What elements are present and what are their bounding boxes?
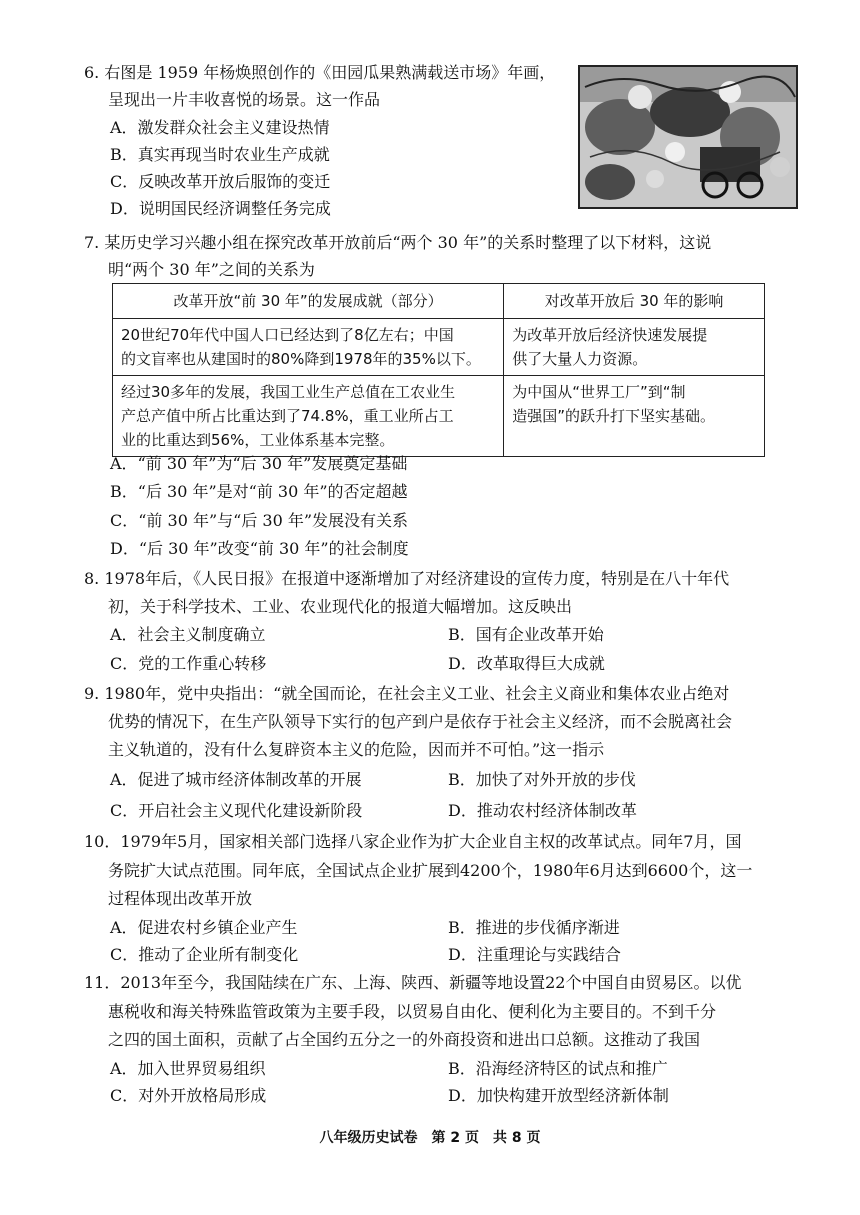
table-cell-line: 经过30多年的发展，我国工业生产总值在工农业生 (121, 383, 456, 401)
q10-option-a: A．促进农村乡镇企业产生 (110, 918, 298, 937)
q8-option-d: D．改革取得巨大成就 (448, 654, 605, 673)
q7-stem-line1: 7. 某历史学习兴趣小组在探究改革开放前后“两个 30 年”的关系时整理了以下材料，这说 (84, 233, 712, 252)
q8-option-c: C．党的工作重心转移 (110, 654, 267, 673)
harvest-painting-image (578, 65, 798, 209)
table-header-cell: 对改革开放后 30 年的影响 (504, 284, 765, 319)
q11-stem-line3: 之四的国土面积，贡献了占全国约五分之一的外商投资和进出口总额。这推动了我国 (108, 1030, 701, 1049)
q7-option-d: D．“后 30 年”改变“前 30 年”的社会制度 (110, 539, 409, 558)
table-cell-line: 20世纪70年代中国人口已经达到了8亿左右；中国 (121, 326, 454, 344)
q11-option-a: A．加入世界贸易组织 (110, 1059, 266, 1078)
q8-option-b: B．国有企业改革开始 (448, 625, 604, 644)
q6-option-d: D．说明国民经济调整任务完成 (110, 199, 331, 218)
q7-stem-line2: 明“两个 30 年”之间的关系为 (108, 260, 315, 279)
q11-stem-line2: 惠税收和海关特殊监管政策为主要手段，以贸易自由化、便利化为主要目的。不到千分 (108, 1002, 717, 1021)
q6-stem-line1: 6. 右图是 1959 年杨焕照创作的《田园瓜果熟满载送市场》年画， (84, 63, 556, 82)
q9-option-b: B．加快了对外开放的步伐 (448, 770, 636, 789)
table-row (113, 376, 765, 457)
q10-option-d: D．注重理论与实践结合 (448, 945, 621, 964)
table-cell-line: 造强国”的跃升打下坚实基础。 (512, 407, 715, 425)
q10-stem-line3: 过程体现出改革开放 (108, 889, 253, 908)
table-header-cell: 改革开放“前 30 年”的发展成就（部分） (113, 284, 504, 319)
q6-option-b: B．真实再现当时农业生产成就 (110, 145, 330, 164)
table-cell (113, 376, 504, 457)
q9-option-d: D．推动农村经济体制改革 (448, 801, 637, 820)
q11-option-b: B．沿海经济特区的试点和推广 (448, 1059, 668, 1078)
q10-option-c: C．推动了企业所有制变化 (110, 945, 299, 964)
table-row (113, 319, 765, 376)
q9-stem-line3: 主义轨道的，没有什么复辟资本主义的危险，因而并不可怕。”这一指示 (108, 740, 605, 759)
table-header-row (113, 284, 765, 319)
q6-stem-line2: 呈现出一片丰收喜悦的场景。这一作品 (108, 90, 381, 109)
table-cell-line: 供了大量人力资源。 (512, 350, 648, 368)
table-cell (504, 376, 765, 457)
table-cell-line: 为中国从“世界工厂”到“制 (512, 383, 686, 401)
achievements-table (112, 283, 765, 457)
page-footer: 八年级历史试卷 第 2 页 共 8 页 (319, 1130, 541, 1146)
q8-stem-line1: 8. 1978年后，《人民日报》在报道中逐渐增加了对经济建设的宣传力度，特别是在八十年代 (84, 569, 730, 588)
q8-option-a: A．社会主义制度确立 (110, 625, 266, 644)
q9-option-c: C．开启社会主义现代化建设新阶段 (110, 801, 363, 820)
q10-option-b: B．推进的步伐循序渐进 (448, 918, 620, 937)
q9-option-a: A．促进了城市经济体制改革的开展 (110, 770, 362, 789)
q9-stem-line1: 9. 1980年，党中央指出：“就全国而论，在社会主义工业、社会主义商业和集体农业占绝对 (84, 684, 730, 703)
q6-option-a: A．激发群众社会主义建设热情 (110, 118, 330, 137)
q11-option-c: C．对外开放格局形成 (110, 1086, 267, 1105)
table-cell-line: 产总产值中所占比重达到了74.8%，重工业所占工 (121, 407, 454, 425)
q7-option-b: B．“后 30 年”是对“前 30 年”的否定超越 (110, 482, 408, 501)
q6-option-c: C．反映改革开放后服饰的变迁 (110, 172, 331, 191)
q10-stem-line2: 务院扩大试点范围。同年底，全国试点企业扩展到4200个，1980年6月达到6600个，这一 (108, 861, 753, 880)
q9-stem-line2: 优势的情况下，在生产队领导下实行的包产到户是依存于社会主义经济，而不会脱离社会 (108, 712, 733, 731)
table-cell-line: 为改革开放后经济快速发展提 (512, 326, 708, 344)
table-cell-line: 的文盲率也从建国时的80%降到1978年的35%以下。 (121, 350, 481, 368)
q11-option-d: D．加快构建开放型经济新体制 (448, 1086, 669, 1105)
q7-option-a: A．“前 30 年”为“后 30 年”发展奠定基础 (110, 454, 408, 473)
table-cell-line: 业的比重达到56%，工业体系基本完整。 (121, 431, 395, 449)
q8-stem-line2: 初，关于科学技术、工业、农业现代化的报道大幅增加。这反映出 (108, 597, 573, 616)
q11-stem-line1: 11．2013年至今，我国陆续在广东、上海、陕西、新疆等地设置22个中国自由贸易区。以优 (84, 973, 742, 992)
q7-option-c: C．“前 30 年”与“后 30 年”发展没有关系 (110, 511, 409, 530)
table-cell (504, 319, 765, 376)
table-cell (113, 319, 504, 376)
q10-stem-line1: 10．1979年5月，国家相关部门选择八家企业作为扩大企业自主权的改革试点。同年7月，国 (84, 832, 742, 851)
